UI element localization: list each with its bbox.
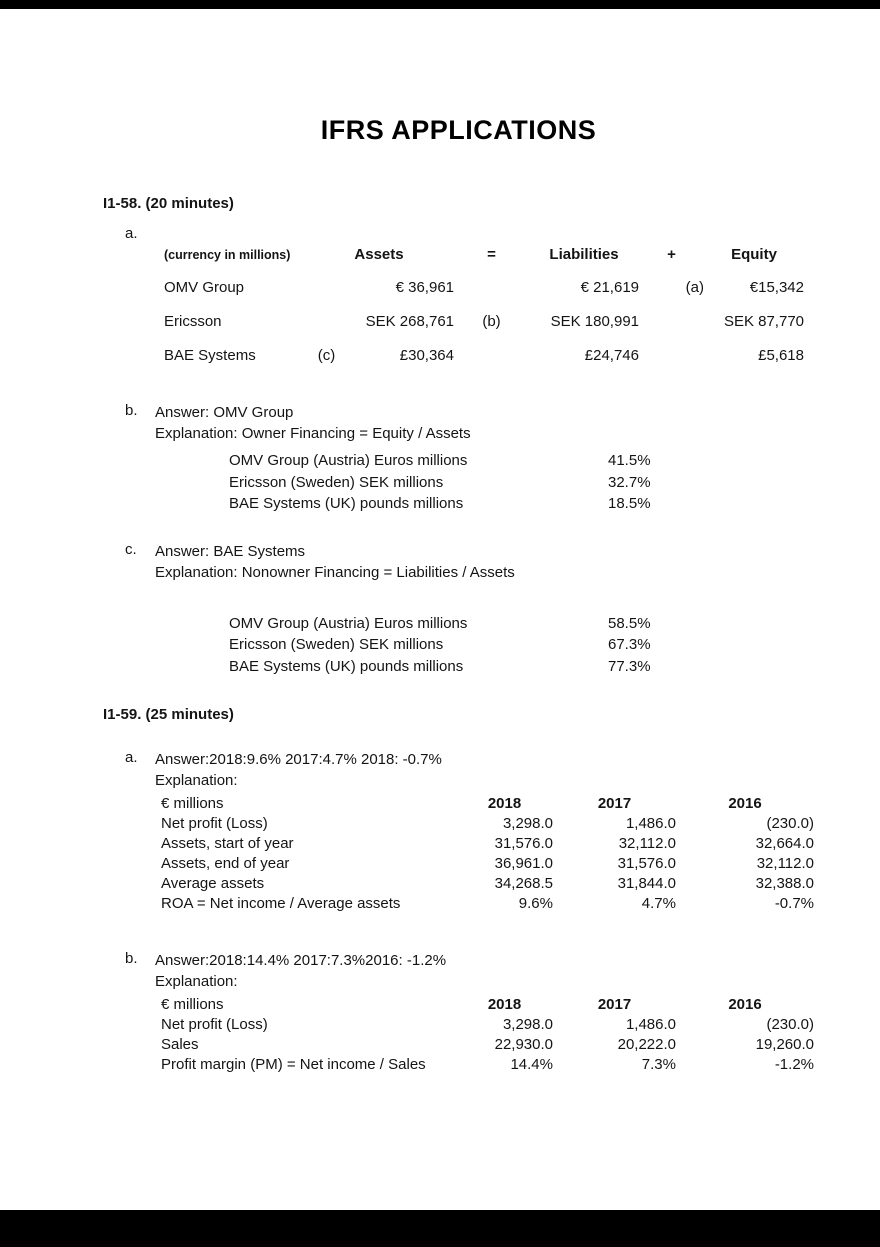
list-item bbox=[229, 613, 814, 635]
answer-line: Answer: OMV Group bbox=[155, 404, 294, 421]
q2-part-b bbox=[103, 950, 814, 1075]
value-2016: (230.0) bbox=[766, 814, 814, 832]
col-header-plus: + bbox=[667, 246, 676, 263]
bottom-black-bar bbox=[0, 1210, 880, 1247]
nonowner-financing-list bbox=[229, 613, 814, 678]
value-2017: 32,112.0 bbox=[618, 834, 676, 852]
part-a-label: a. bbox=[125, 225, 138, 242]
answer-line: Answer:2018:9.6% 2017:4.7% 2018: -0.7% bbox=[155, 750, 442, 768]
note-cell: (b) bbox=[482, 312, 501, 330]
value-2017: 4.7% bbox=[641, 894, 676, 912]
part-b-label: b. bbox=[125, 402, 138, 419]
percentage-value: 18.5% bbox=[608, 495, 651, 513]
value-2018: 34,268.5 bbox=[494, 874, 553, 892]
table-row bbox=[161, 854, 814, 874]
row-label: Assets, end of year bbox=[161, 854, 290, 872]
page-title: IFRS APPLICATIONS bbox=[320, 115, 597, 145]
percentage-value: 58.5% bbox=[608, 614, 651, 632]
note-cell: (a) bbox=[685, 278, 704, 296]
part-b bbox=[103, 402, 814, 515]
col-header-currency: (currency in millions) bbox=[164, 247, 291, 262]
company-label: Ericsson (Sweden) SEK millions bbox=[229, 636, 444, 654]
table-header-row bbox=[164, 246, 804, 270]
percentage-value: 41.5% bbox=[608, 452, 651, 469]
col-header-2017: 2017 bbox=[597, 794, 632, 812]
list-item bbox=[229, 472, 814, 494]
col-header-equity: Equity bbox=[731, 246, 777, 263]
explanation-line: Explanation: bbox=[155, 771, 238, 789]
value-2018: 36,961.0 bbox=[494, 854, 553, 872]
col-header-equals: = bbox=[487, 246, 496, 263]
value-2016: 32,388.0 bbox=[755, 874, 814, 892]
profit-margin-table bbox=[161, 995, 814, 1075]
value-2018: 9.6% bbox=[518, 894, 553, 912]
col-header-2016: 2016 bbox=[728, 794, 762, 812]
liabilities-value: € 21,619 bbox=[580, 278, 639, 296]
list-item bbox=[229, 656, 814, 678]
col-header-2017: 2017 bbox=[597, 995, 632, 1013]
note-cell: (c) bbox=[317, 346, 336, 364]
company-name: OMV Group bbox=[164, 278, 245, 296]
value-2017: 31,576.0 bbox=[617, 854, 676, 872]
note-cell bbox=[304, 270, 349, 304]
row-label: Profit margin (PM) = Net income / Sales bbox=[161, 1055, 426, 1073]
company-label: Ericsson (Sweden) SEK millions bbox=[229, 473, 444, 491]
value-2017: 31,844.0 bbox=[617, 874, 676, 892]
table-row bbox=[161, 1055, 814, 1075]
percentage-value: 77.3% bbox=[608, 657, 651, 675]
value-2018: 31,576.0 bbox=[494, 834, 553, 852]
table-row-omv bbox=[164, 270, 804, 304]
table-row bbox=[161, 894, 814, 914]
table-row-ericsson bbox=[164, 304, 804, 338]
col-header-2016: 2016 bbox=[728, 995, 762, 1013]
table-header-row bbox=[161, 995, 814, 1015]
percentage-value: 67.3% bbox=[608, 636, 651, 654]
col-header-millions: € millions bbox=[161, 995, 224, 1013]
list-item bbox=[229, 493, 814, 515]
owner-financing-list bbox=[229, 450, 814, 515]
value-2017: 1,486.0 bbox=[625, 1015, 676, 1033]
question-heading-i1-58: I1-58. (20 minutes) bbox=[103, 195, 234, 212]
value-2016: -1.2% bbox=[774, 1055, 814, 1073]
assets-value: £30,364 bbox=[399, 346, 454, 364]
value-2017: 7.3% bbox=[641, 1055, 676, 1073]
percentage-value: 32.7% bbox=[608, 473, 651, 491]
value-2016: -0.7% bbox=[774, 894, 814, 912]
row-label: ROA = Net income / Average assets bbox=[161, 894, 401, 912]
value-2016: 32,664.0 bbox=[755, 834, 814, 852]
col-header-millions: € millions bbox=[161, 794, 224, 812]
value-2016: 32,112.0 bbox=[756, 854, 814, 872]
answer-line: Answer:2018:14.4% 2017:7.3%2016: -1.2% bbox=[155, 951, 447, 969]
col-header-liabilities: Liabilities bbox=[549, 246, 619, 263]
list-item bbox=[229, 450, 814, 472]
row-label: Average assets bbox=[161, 874, 265, 892]
row-label: Net profit (Loss) bbox=[161, 814, 268, 832]
assets-value: SEK 268,761 bbox=[365, 312, 454, 330]
q2-part-a bbox=[103, 749, 814, 914]
value-2018: 22,930.0 bbox=[494, 1035, 553, 1053]
note-cell bbox=[639, 338, 704, 372]
table-row bbox=[161, 1015, 814, 1035]
table-row bbox=[161, 1035, 814, 1055]
list-item bbox=[229, 634, 814, 656]
top-black-bar bbox=[0, 0, 880, 9]
value-2018: 3,298.0 bbox=[502, 1015, 553, 1033]
col-header-assets: Assets bbox=[354, 246, 404, 263]
value-2018: 14.4% bbox=[510, 1055, 553, 1073]
value-2017: 1,486.0 bbox=[625, 814, 676, 832]
explanation-line: Explanation: Owner Financing = Equity / Assets bbox=[155, 425, 471, 442]
liabilities-value: SEK 180,991 bbox=[550, 312, 639, 330]
table-row bbox=[161, 874, 814, 894]
company-label: BAE Systems (UK) pounds millions bbox=[229, 495, 464, 513]
col-header-2018: 2018 bbox=[487, 794, 522, 812]
row-label: Assets, start of year bbox=[161, 834, 294, 852]
company-label: OMV Group (Austria) Euros millions bbox=[229, 614, 468, 632]
liabilities-value: £24,746 bbox=[584, 346, 639, 364]
equity-value: €15,342 bbox=[749, 278, 804, 296]
table-header-row bbox=[161, 794, 814, 814]
company-name: BAE Systems bbox=[164, 346, 256, 364]
col-header-2018: 2018 bbox=[487, 995, 522, 1013]
row-label: Net profit (Loss) bbox=[161, 1015, 268, 1033]
value-2017: 20,222.0 bbox=[617, 1035, 676, 1053]
table-row bbox=[161, 834, 814, 854]
equity-value: £5,618 bbox=[758, 346, 804, 364]
value-2016: (230.0) bbox=[766, 1015, 814, 1033]
explanation-line: Explanation: bbox=[155, 972, 238, 990]
accounting-equation-table bbox=[164, 246, 804, 372]
note-cell bbox=[639, 304, 704, 338]
company-label: OMV Group (Austria) Euros millions bbox=[229, 452, 468, 469]
table-row bbox=[161, 814, 814, 834]
part-b-label: b. bbox=[125, 949, 138, 967]
note-cell bbox=[454, 270, 529, 304]
value-2018: 3,298.0 bbox=[502, 814, 553, 832]
answer-line: Answer: BAE Systems bbox=[155, 542, 306, 560]
question-heading-i1-59: I1-59. (25 minutes) bbox=[103, 705, 234, 723]
roa-table bbox=[161, 794, 814, 914]
row-label: Sales bbox=[161, 1035, 199, 1053]
company-name: Ericsson bbox=[164, 312, 222, 330]
explanation-line: Explanation: Nonowner Financing = Liabilities / Assets bbox=[155, 563, 515, 581]
note-cell bbox=[454, 338, 529, 372]
assets-value: € 36,961 bbox=[395, 278, 454, 296]
note-cell bbox=[304, 304, 349, 338]
equity-value: SEK 87,770 bbox=[723, 312, 804, 330]
company-label: BAE Systems (UK) pounds millions bbox=[229, 657, 464, 675]
part-a-label: a. bbox=[125, 748, 138, 766]
table-row-bae bbox=[164, 338, 804, 372]
part-c bbox=[103, 541, 814, 678]
value-2016: 19,260.0 bbox=[755, 1035, 814, 1053]
part-c-label: c. bbox=[125, 540, 137, 558]
